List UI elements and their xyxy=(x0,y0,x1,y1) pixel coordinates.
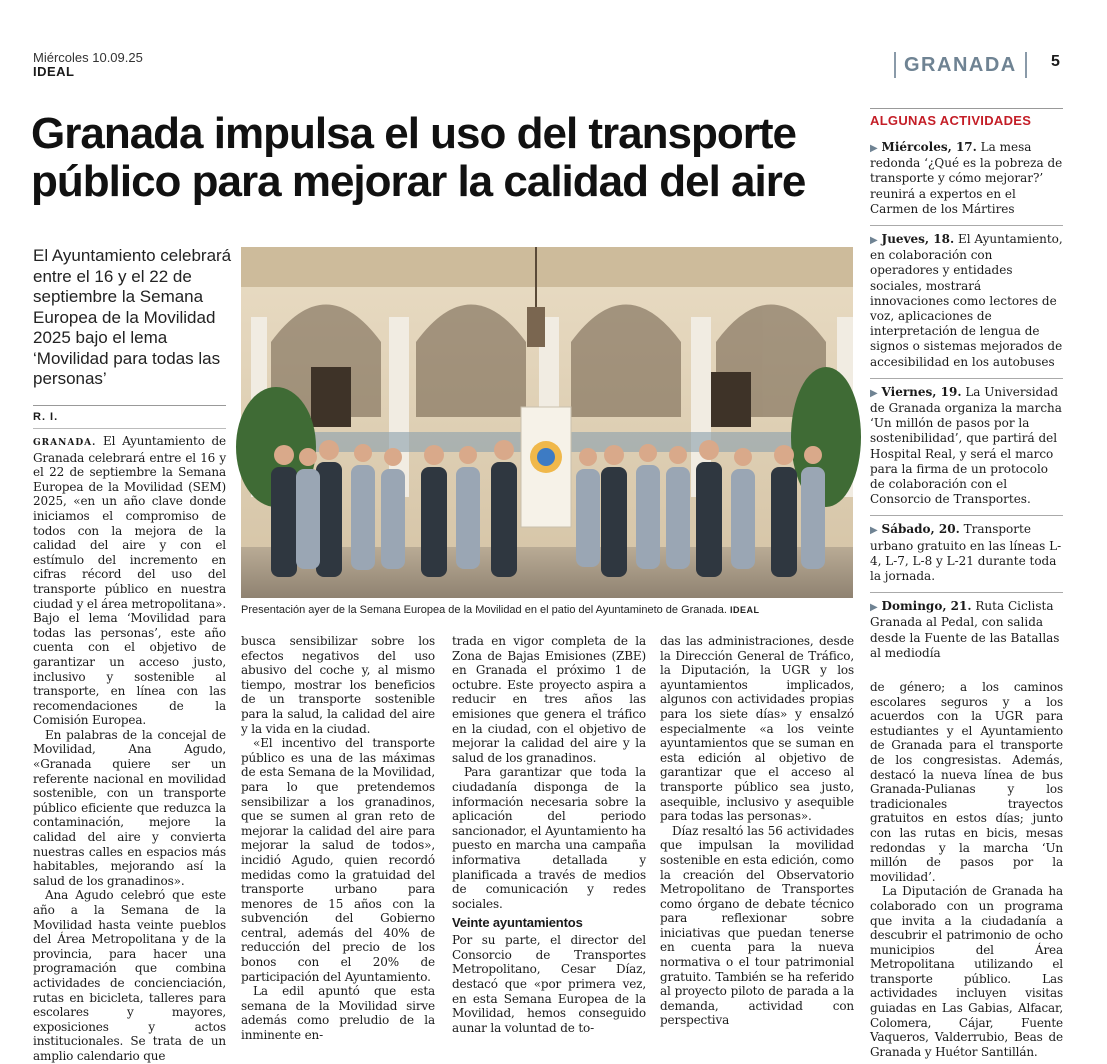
courtyard-photo-illustration xyxy=(241,247,853,598)
sidebar-title: ALGUNAS ACTIVIDADES xyxy=(870,108,1063,129)
paragraph: La edil apuntó que esta semana de la Movilidad sirve además como preludio de la inminente en- xyxy=(241,984,435,1043)
photo-credit: IDEAL xyxy=(730,605,760,615)
subheading: Veinte ayuntamientos xyxy=(452,915,583,931)
paragraph: «El incentivo del transporte público es una de las máximas de esta Semana de la Movilidad, para lo que pretendemos sensibilizar a los granadinos, que se sumen al gran reto de mejorar la calidad del aire para mejorar la salud de todos», incidió Agudo, quien recordó medidas como la gratuidad del transporte urbano para menores de 15 años con la subvención del Gobierno central, además del 40% de reducción del precio de los bonos con el 20% de participación del Ayuntamiento. xyxy=(241,736,435,984)
issue-date: Miércoles 10.09.25 xyxy=(33,50,143,65)
activity-item xyxy=(870,592,1063,669)
headline: Granada impulsa el uso del transporte público para mejorar la calidad del aire xyxy=(31,109,806,206)
photo-caption xyxy=(241,603,853,617)
activity-text: La Universidad de Granada organiza la marcha ‘Un millón de pasos por la sostenibilidad’, que partirá del Hospital Real, y será el marco para la firma de un protocolo de colaboración con el Consorcio de Transportes. xyxy=(870,384,1062,507)
article-column-5 xyxy=(870,680,1063,1059)
article-column-4 xyxy=(660,634,854,1028)
caption-text: Presentación ayer de la Semana Europea de la Movilidad en el patio del Ayuntamineto de Granada. xyxy=(241,604,727,616)
activity-day: Sábado, 20. xyxy=(881,522,960,537)
paragraph: Por su parte, el director del Consorcio de Transportes Metropolitano, Cesar Díaz, destacó que «por primera vez, en esta Semana Europea de la Movilidad, hemos conseguido aunar la voluntad de to- xyxy=(452,933,646,1035)
activity-day: Jueves, 18. xyxy=(881,232,955,247)
page-number: 5 xyxy=(1051,53,1060,70)
activity-item xyxy=(870,515,1063,592)
paragraph: La Diputación de Granada ha colaborado con un programa que invita a la ciudadanía a descubrir el patrimonio de ocho municipios del Área Metropolitana utilizando el transporte público. Las actividades incluyen visitas guiadas en Las Gabias, Alfacar, Colomera, Cájar, Fuente Vaqueros, Valderrubio, Beas de Granada y Huétor Santillán. xyxy=(870,884,1063,1059)
activity-text: Ruta Ciclista Granada al Pedal, con salida desde la Fuente de las Batallas al mediodía xyxy=(870,599,1060,660)
paragraph: Ana Agudo celebró que este año a la Semana de la Movilidad hasta veinte pueblos del Área Metropolitana y de la provincia, para hacer una programación que combina actividades de concienciación, rutas en bicicleta, talleres para escolares y mayores, exposiciones y actos institucionales. Se trata de un amplio calendario que xyxy=(33,888,226,1063)
triangle-bullet-icon: ▶ xyxy=(870,235,878,247)
triangle-bullet-icon: ▶ xyxy=(870,143,878,154)
article-column-2 xyxy=(241,634,435,1043)
divider xyxy=(33,428,226,429)
dateline: GRANADA. xyxy=(33,438,97,448)
paragraph: das las administraciones, desde la Dirección General de Tráfico, la Diputación, la UGR y los ayuntamientos implicados, algunos con actividades propias para los siete días» y ensalzó especialmente «a los veinte ayuntamientos que se suman en esta edición al objetivo de garantizar que el acceso al transporte público sea justo, asequible, inclusivo y asequible para todas las personas». xyxy=(660,634,854,824)
activity-day: Domingo, 21. xyxy=(881,599,972,614)
activity-item xyxy=(870,225,1063,378)
paragraph: Díaz resaltó las 56 actividades que impulsan la movilidad sostenible en esta edición, como la creación del Observatorio Metropolitano de Transportes como órgano de debate técnico para reflexionar sobre iniciativas que puedan tenerse en cuenta para la nueva normativa o el tour patrimonial gratuito. También se ha referido al proyecto piloto de parada a la demanda, actividad con perspectiva xyxy=(660,823,854,1028)
activity-item xyxy=(870,378,1063,516)
paragraph: En palabras de la concejal de Movilidad, Ana Agudo, «Granada quiere ser un referente nacional en movilidad sostenible, con un transporte público eficiente que reduzca la contaminación, mejore la calidad del aire y convierta nuestras calles en espacios más habitables, mejorando así la salud de los granadinos». xyxy=(33,727,226,888)
activity-text: La mesa redonda ‘¿Qué es la pobreza de transporte y cómo mejorar?’ reunirá a expertos en el Carmen de los Mártires xyxy=(870,140,1063,216)
article-column-1 xyxy=(33,434,226,1063)
newspaper-name: IDEAL xyxy=(33,64,75,79)
activities-sidebar xyxy=(870,136,1063,669)
paragraph: GRANADA. El Ayuntamiento de Granada celebrará entre el 16 y el 22 de septiembre la Semana Europea de la Movilidad (SEM) 2025, «en un año clave donde iniciamos el compromiso de todos con la mejora de la calidad del aire y con el estímulo del incremento en cifras récord del uso del transporte público en nuestra ciudad y el área metropolitana». Bajo el lema ‘Movilidad para todas las personas’, este año cuenta con el objetivo de garantizar un acceso justo, inclusivo y sostenible al transporte, en línea con las recomendaciones de la Comisión Europea. xyxy=(33,434,226,728)
paragraph: trada en vigor completa de la Zona de Bajas Emisiones (ZBE) en Granada el próximo 1 de octubre. Este proyecto aspira a reducir en tres años las emisiones que genera el tráfico en la ciudad, con el objetivo de mejorar la calidad del aire y la salud de los granadinos. xyxy=(452,634,646,765)
activity-text: El Ayuntamiento, en colaboración con operadores y entidades sociales, mostrará innovaciones como lectores de voz, aplicaciones de interpretación de lengua de signos o sistemas mejorados de accesibilidad en los autobuses xyxy=(870,232,1063,369)
activity-day: Viernes, 19. xyxy=(881,384,962,399)
article-photo xyxy=(241,247,853,598)
activity-item xyxy=(870,136,1063,225)
triangle-bullet-icon: ▶ xyxy=(870,525,878,537)
activity-day: Miércoles, 17. xyxy=(881,140,977,154)
activity-text: Transporte urbano gratuito en las líneas L-4, L-7, L-8 y L-21 durante toda la jornada. xyxy=(870,522,1062,584)
byline: R. I. xyxy=(33,405,226,424)
standfirst: El Ayuntamiento celebrará entre el 16 y el 22 de septiembre la Semana Europea de la Movilidad 2025 bajo el lema ‘Movilidad para todas las personas’ xyxy=(33,246,232,388)
paragraph: busca sensibilizar sobre los efectos negativos del uso abusivo del coche y, al mismo tiempo, mostrar los beneficios de un transporte sostenible para la salud, la calidad del aire y la vida en la ciudad. xyxy=(241,634,435,736)
triangle-bullet-icon: ▶ xyxy=(870,602,878,614)
triangle-bullet-icon: ▶ xyxy=(870,387,878,399)
article-column-3 xyxy=(452,634,646,1035)
paragraph: de género; a los caminos escolares seguros y a los acuerdos con la UGR para estudiantes y el Ayuntamiento de Granada para el transporte de los congresistas. Además, destacó la nueva línea de bus Granada-Pulianas y los tradicionales trayectos gratuitos en estos días; junto con las rutas en bicis, mesas redondas y la marcha ‘Un millón de pasos por la movilidad’. xyxy=(870,680,1063,884)
paragraph: Para garantizar que toda la ciudadanía disponga de la información necesaria sobre la aplicación del periodo sancionador, el Ayuntamiento ha puesto en marcha una campaña informativa detallada y planificada a través de medios de comunicación y redes sociales. xyxy=(452,765,646,911)
section-label: GRANADA xyxy=(894,52,1027,78)
